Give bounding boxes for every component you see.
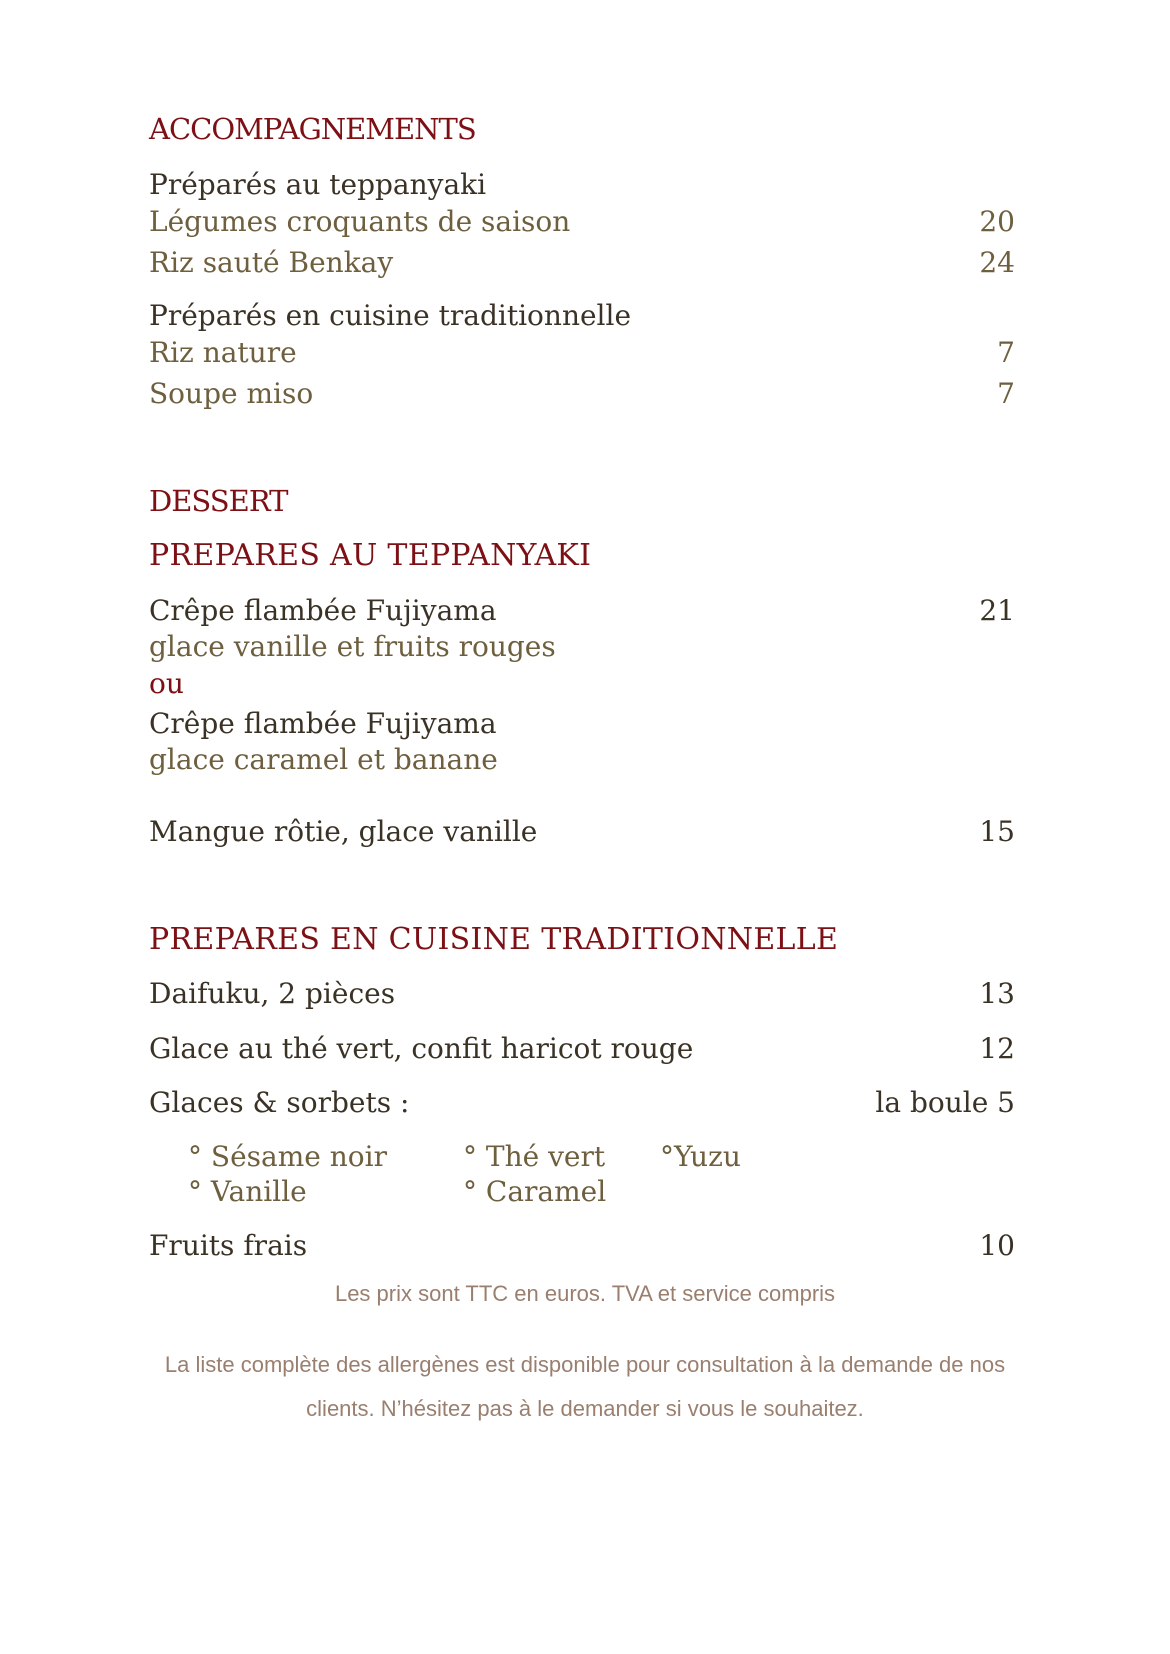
menu-item-name: Soupe miso [149, 377, 314, 410]
group-label-teppanyaki: Préparés au teppanyaki [149, 168, 487, 201]
allergen-note: La liste complète des allergènes est disponible pour consultation à la demande de nos clients. N’hésitez pas à le demander si vous le souhaitez. [164, 1352, 1006, 1421]
menu-item-name: Daifuku, 2 pièces [149, 977, 396, 1010]
subsection-title-traditionnelle: PREPARES EN CUISINE TRADITIONNELLE [149, 922, 839, 957]
flavor-item: ° Thé vert [463, 1140, 606, 1173]
menu-item-name: Crêpe flambée Fujiyama [149, 707, 497, 740]
menu-item-name: Riz nature [149, 336, 297, 369]
section-title-accompagnements: ACCOMPAGNEMENTS [149, 112, 476, 146]
menu-item-price: la boule 5 [875, 1086, 1015, 1119]
menu-item-price: 12 [979, 1032, 1015, 1065]
menu-item-description: glace vanille et fruits rouges [149, 630, 556, 663]
menu-item-name: Mangue rôtie, glace vanille [149, 815, 538, 848]
menu-item-price: 7 [997, 377, 1015, 410]
menu-item-description: glace caramel et banane [149, 743, 498, 776]
menu-item-price: 24 [979, 246, 1015, 279]
menu-item-name: Crêpe flambée Fujiyama [149, 594, 497, 627]
price-note: Les prix sont TTC en euros. TVA et service compris [334, 1281, 836, 1306]
menu-item-price: 13 [979, 977, 1015, 1010]
menu-item-name: Légumes croquants de saison [149, 205, 571, 238]
or-label: ou [149, 667, 184, 700]
menu-item-price: 20 [979, 205, 1015, 238]
flavor-item: °Yuzu [660, 1140, 741, 1173]
menu-item-name: Glace au thé vert, confit haricot rouge [149, 1032, 694, 1065]
subsection-title-teppanyaki: PREPARES AU TEPPANYAKI [149, 538, 592, 573]
section-title-dessert: DESSERT [149, 484, 288, 518]
menu-item-name: Riz sauté Benkay [149, 246, 394, 279]
menu-item-name: Fruits frais [149, 1229, 308, 1262]
group-label-traditionnelle: Préparés en cuisine traditionnelle [149, 299, 632, 332]
menu-item-price: 21 [979, 594, 1015, 627]
menu-item-price: 7 [997, 336, 1015, 369]
flavor-item: ° Sésame noir [188, 1140, 387, 1173]
menu-item-name: Glaces & sorbets : [149, 1086, 410, 1119]
menu-item-price: 10 [979, 1229, 1015, 1262]
menu-item-price: 15 [979, 815, 1015, 848]
flavor-item: ° Vanille [188, 1175, 307, 1208]
flavor-item: ° Caramel [463, 1175, 607, 1208]
